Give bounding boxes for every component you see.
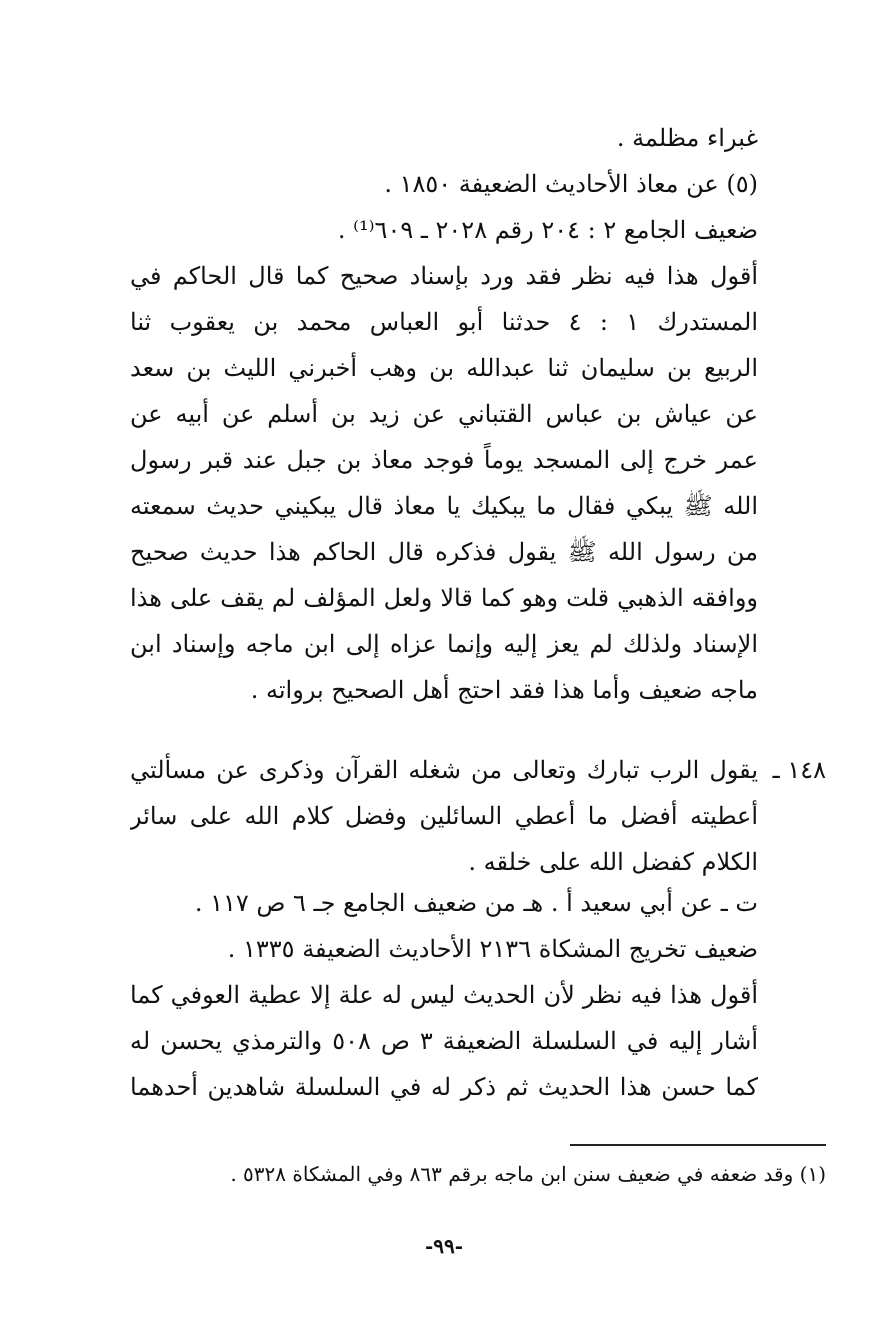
footnote-separator (570, 1144, 826, 1146)
hadith-first-line (130, 747, 826, 793)
main-text-block (130, 115, 758, 713)
text-line: أقول هذا فيه نظر فقد ورد بإسناد صحيح كما قال الحاكم في (130, 262, 758, 290)
text-line: ضعيف الجامع ٢ : ٢٠٤ رقم ٢٠٢٨ ـ ٦٠٩⁽¹⁾ . (337, 216, 758, 244)
text-line: (٥) عن معاذ الأحاديث الضعيفة ١٨٥٠ . (384, 170, 758, 198)
text-line: ووافقه الذهبي قلت وهو كما قالا ولعل المؤلف لم يقف على هذا (130, 584, 758, 612)
text-line: ت ـ عن أبي سعيد أ . هـ من ضعيف الجامع جـ ٦ ص ١١٧ . (194, 889, 758, 917)
text-line: ماجه ضعيف وأما هذا فقد احتج أهل الصحيح برواته . (250, 676, 758, 704)
text-line: عمر خرج إلى المسجد يوماً فوجد معاذ بن جبل عند قبر رسول (130, 446, 758, 474)
footnote: (١) وقد ضعفه في ضعيف سنن ابن ماجه برقم ٨٦٣ وفي المشكاة ٥٣٢٨ . (230, 1162, 826, 1186)
text-line: المستدرك ١ : ٤ حدثنا أبو العباس محمد بن يعقوب ثنا (130, 308, 758, 336)
text-line: أعطيته أفضل ما أعطي السائلين وفضل كلام الله على سائر (130, 802, 758, 830)
text-line: أقول هذا فيه نظر لأن الحديث ليس له علة إلا عطية العوفي كما (130, 981, 758, 1009)
text-line: عن عياش بن عباس القتباني عن زيد بن أسلم عن أبيه عن (130, 400, 758, 428)
text-line: الله ﷺ يبكي فقال ما يبكيك يا معاذ قال يبكيني حديث سمعته (130, 492, 758, 520)
hadith-number: ١٤٨ ـ (772, 756, 826, 784)
text-line: يقول الرب تبارك وتعالى من شغله القرآن وذكرى عن مسألتي (130, 756, 758, 784)
page-number: -٩٩- (424, 1234, 464, 1258)
text-line: أشار إليه في السلسلة الضعيفة ٣ ص ٥٠٨ والترمذي يحسن له (130, 1027, 758, 1055)
text-line: الإسناد ولذلك لم يعز إليه وإنما عزاه إلى ابن ماجه وإسناد ابن (130, 630, 758, 658)
hadith-148-block (130, 747, 826, 885)
commentary-block (130, 880, 758, 1110)
text-line: كما حسن هذا الحديث ثم ذكر له في السلسلة شاهدين أحدهما (130, 1073, 758, 1101)
text-line: ضعيف تخريج المشكاة ٢١٣٦ الأحاديث الضعيفة ١٣٣٥ . (227, 935, 758, 963)
text-line: من رسول الله ﷺ يقول فذكره قال الحاكم هذا حديث صحيح (130, 538, 758, 566)
text-line: غبراء مظلمة . (616, 124, 758, 152)
text-line: الكلام كفضل الله على خلقه . (468, 848, 758, 876)
text-line: الربيع بن سليمان ثنا عبدالله بن وهب أخبرني الليث بن سعد (130, 354, 758, 382)
